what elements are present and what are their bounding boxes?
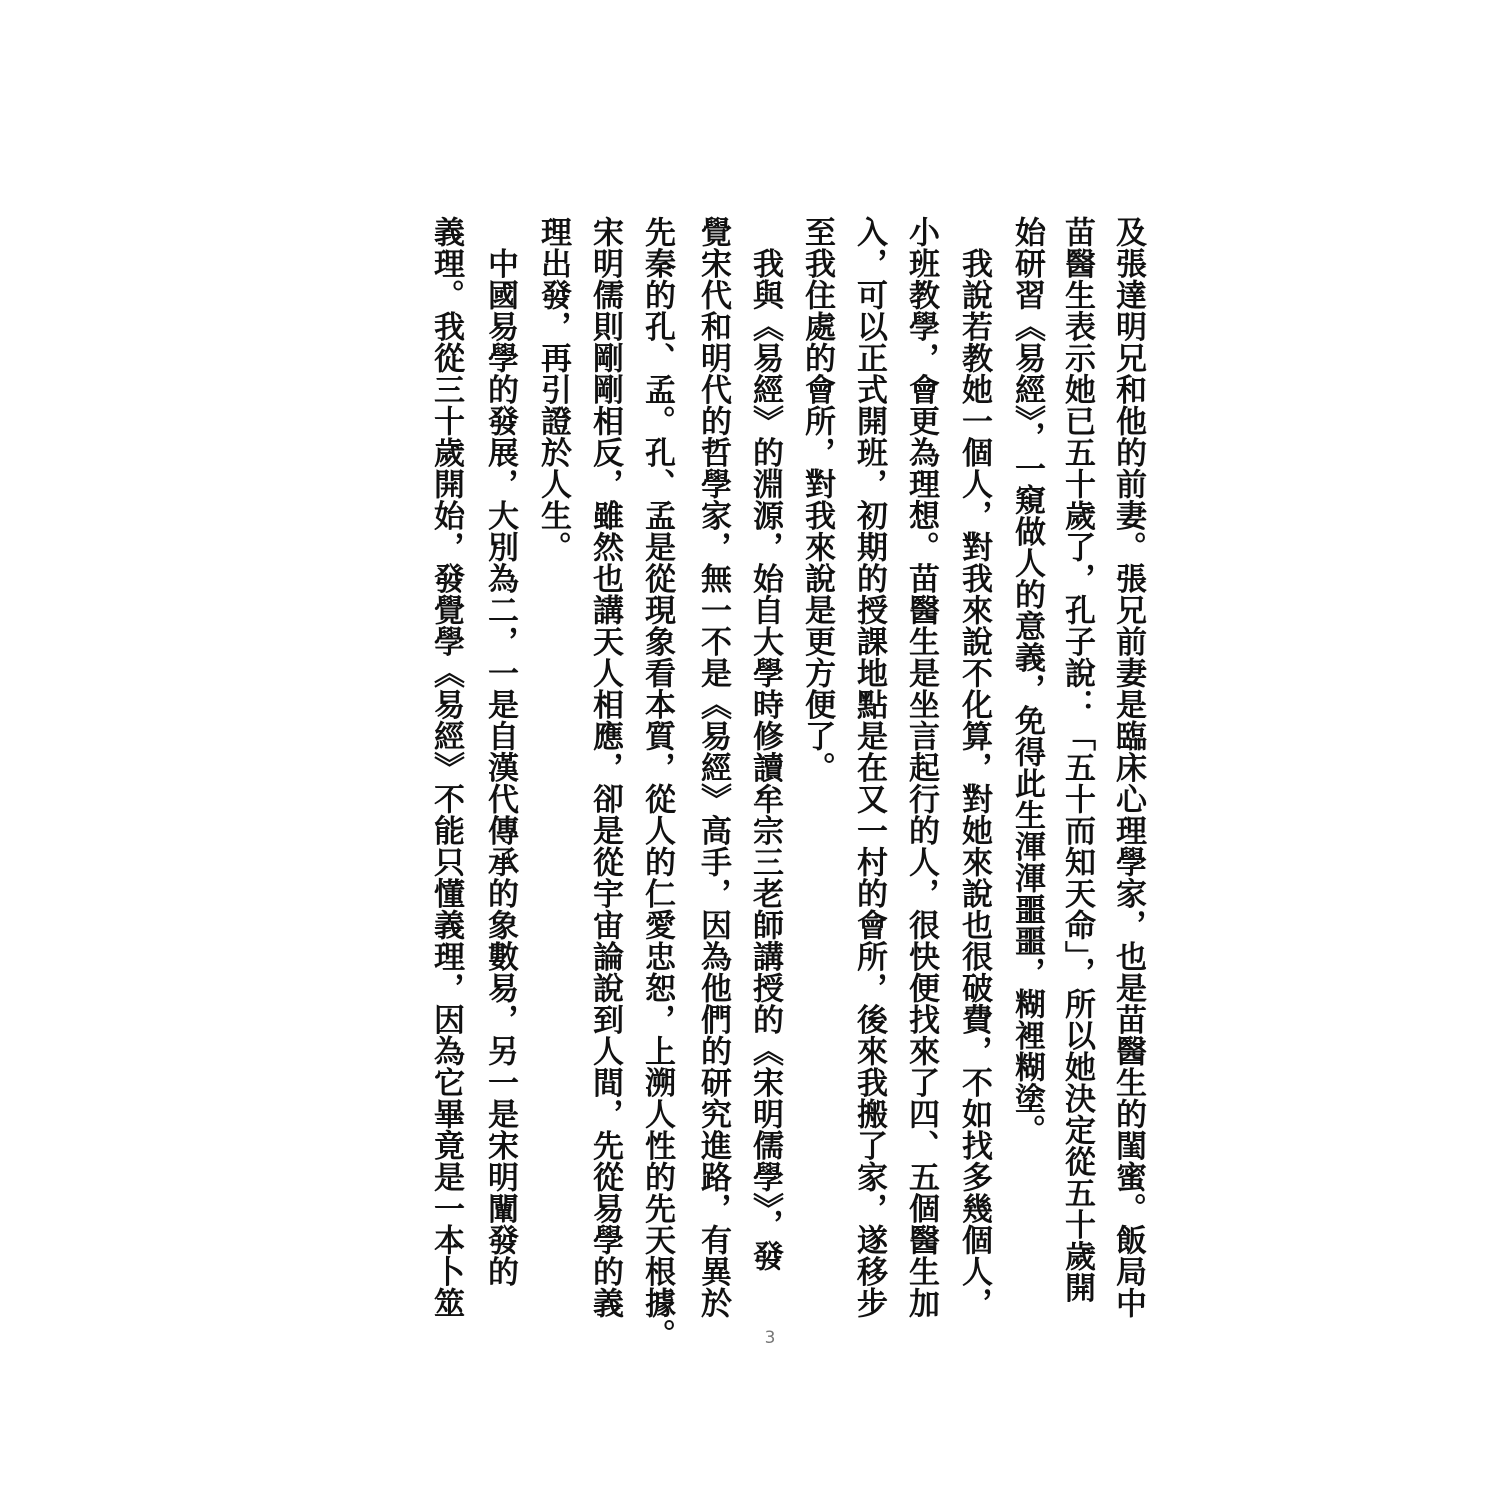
text-line-2: 苗醫生表示她已五十歲了，孔子說：「五十而知天命」，所以她決定從五十歲開 (1059, 216, 1095, 1303)
text-line-12: 理出發，再引證於人生。 (535, 216, 571, 563)
text-line-4: 我說若教她一個人，對我來說不化算，對她來說也很破費，不如找多幾個人， (956, 216, 992, 1319)
text-line-6: 入，可以正式開班，初期的授課地點是在又一村的會所，後來我搬了家，遂移步 (851, 216, 887, 1319)
text-line-10: 先秦的孔、孟。孔、孟是從現象看本質，從人的仁愛忠恕，上溯人性的先天根據。 (639, 216, 675, 1350)
text-line-9: 覺宋代和明代的哲學家，無一不是《易經》高手，因為他們的研究進路，有異於 (695, 216, 731, 1319)
page-number: 3 (764, 1328, 776, 1348)
text-line-7: 至我住處的會所，對我來說是更方便了。 (799, 216, 835, 783)
text-line-3: 始研習《易經》，一窺做人的意義，免得此生渾渾噩噩，糊裡糊塗。 (1009, 216, 1045, 1146)
text-line-5: 小班教學，會更為理想。苗醫生是坐言起行的人，很快便找來了四、五個醫生加 (903, 216, 939, 1319)
text-line-14: 義理。我從三十歲開始，發覺學《易經》不能只懂義理，因為它畢竟是一本卜筮 (428, 216, 464, 1319)
text-line-11: 宋明儒則剛剛相反，雖然也講天人相應，卻是從宇宙論說到人間，先從易學的義 (587, 216, 623, 1319)
text-line-1: 及張達明兄和他的前妻。張兄前妻是臨床心理學家，也是苗醫生的閨蜜。飯局中 (1110, 216, 1146, 1319)
text-line-8: 我與《易經》的淵源，始自大學時修讀牟宗三老師講授的《宋明儒學》，發 (747, 216, 783, 1272)
text-line-13: 中國易學的發展，大別為二，一是自漢代傳承的象數易，另一是宋明闡發的 (482, 216, 518, 1287)
